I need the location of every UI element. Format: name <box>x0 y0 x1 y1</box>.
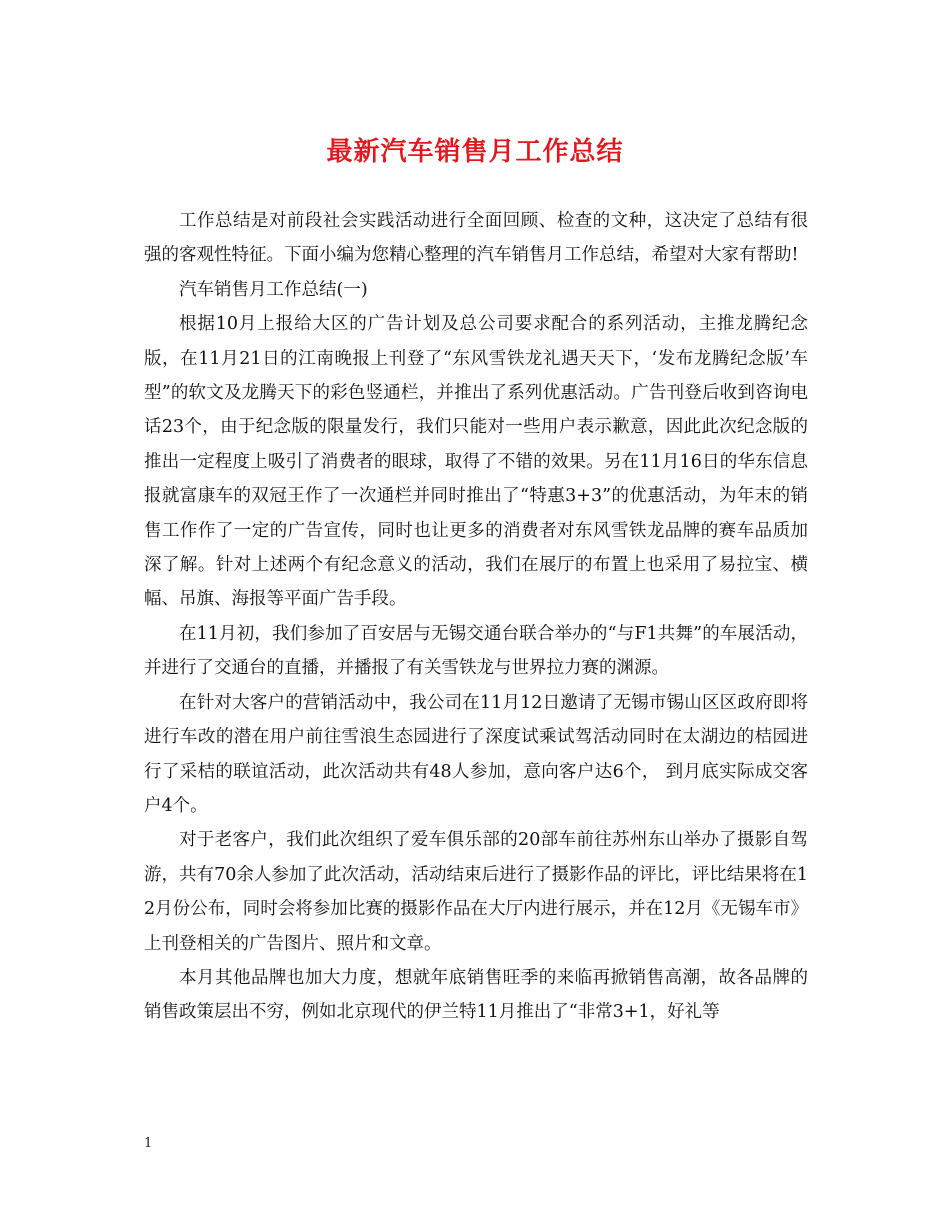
paragraph-key-accounts: 在针对大客户的营销活动中，我公司在11月12日邀请了无锡市锡山区区政府即将进行车改的潜在用户前往雪浪生态园进行了深度试乘试驾活动同时在太湖边的桔园进行了采桔的联谊活动，此次活动共有48人参加，意向客户达6个， 到月底实际成交客户4个。 <box>144 692 808 816</box>
page-number: 1 <box>144 1136 153 1151</box>
paragraph-car-show: 在11月初，我们参加了百安居与无锡交通台联合举办的“与F1共舞”的车展活动，并进行了交通台的直播，并播报了有关雪铁龙与世界拉力赛的渊源。 <box>144 623 808 679</box>
paragraph-advertising: 根据10月上报给大区的广告计划及总公司要求配合的系列活动，主推龙腾纪念版，在11月21日的江南晚报上刊登了“东风雪铁龙礼遇天天下，‘发布龙腾纪念版’车型”的软文及龙腾天下的彩色竖通栏，并推出了系列优惠活动。广告刊登后收到咨询电话23个，由于纪念版的限量发行，我们只能对一些用户表示歉意，因此此次纪念版的推出一定程度上吸引了消费者的眼球，取得了不错的效果。另在11月16日的华东信息报就富康车的双冠王作了一次通栏并同时推出了“特惠3+3”的优惠活动，为年末的销售工作作了一定的广告宣传，同时也让更多的消费者对东风雪铁龙品牌的赛车品质加深了解。针对上述两个有纪念意义的活动，我们在展厅的布置上也采用了易拉宝、横幅、吊旗、海报等平面广告手段。 <box>144 314 808 610</box>
paragraph-old-customers: 对于老客户，我们此次组织了爱车俱乐部的20部车前往苏州东山举办了摄影自驾游，共有70余人参加了此次活动，活动结束后进行了摄影作品的评比，评比结果将在12月份公布，同时会将参加比赛的摄影作品在大厅内进行展示，并在12月《无锡车市》上刊登相关的广告图片、照片和文章。 <box>144 830 808 954</box>
paragraph-intro: 工作总结是对前段社会实践活动进行全面回顾、检查的文种，这决定了总结有很强的客观性特征。下面小编为您精心整理的汽车销售月工作总结，希望对大家有帮助! <box>144 211 808 266</box>
paragraph-competitors: 本月其他品牌也加大力度，想就年底销售旺季的来临再掀销售高潮，故各品牌的销售政策层出不穷，例如北京现代的伊兰特11月推出了“非常3+1，好礼等 <box>144 967 808 1023</box>
document-body <box>144 204 808 1030</box>
section-heading: 汽车销售月工作总结(一) <box>179 279 368 300</box>
document-title: 最新汽车销售月工作总结 <box>326 137 624 167</box>
